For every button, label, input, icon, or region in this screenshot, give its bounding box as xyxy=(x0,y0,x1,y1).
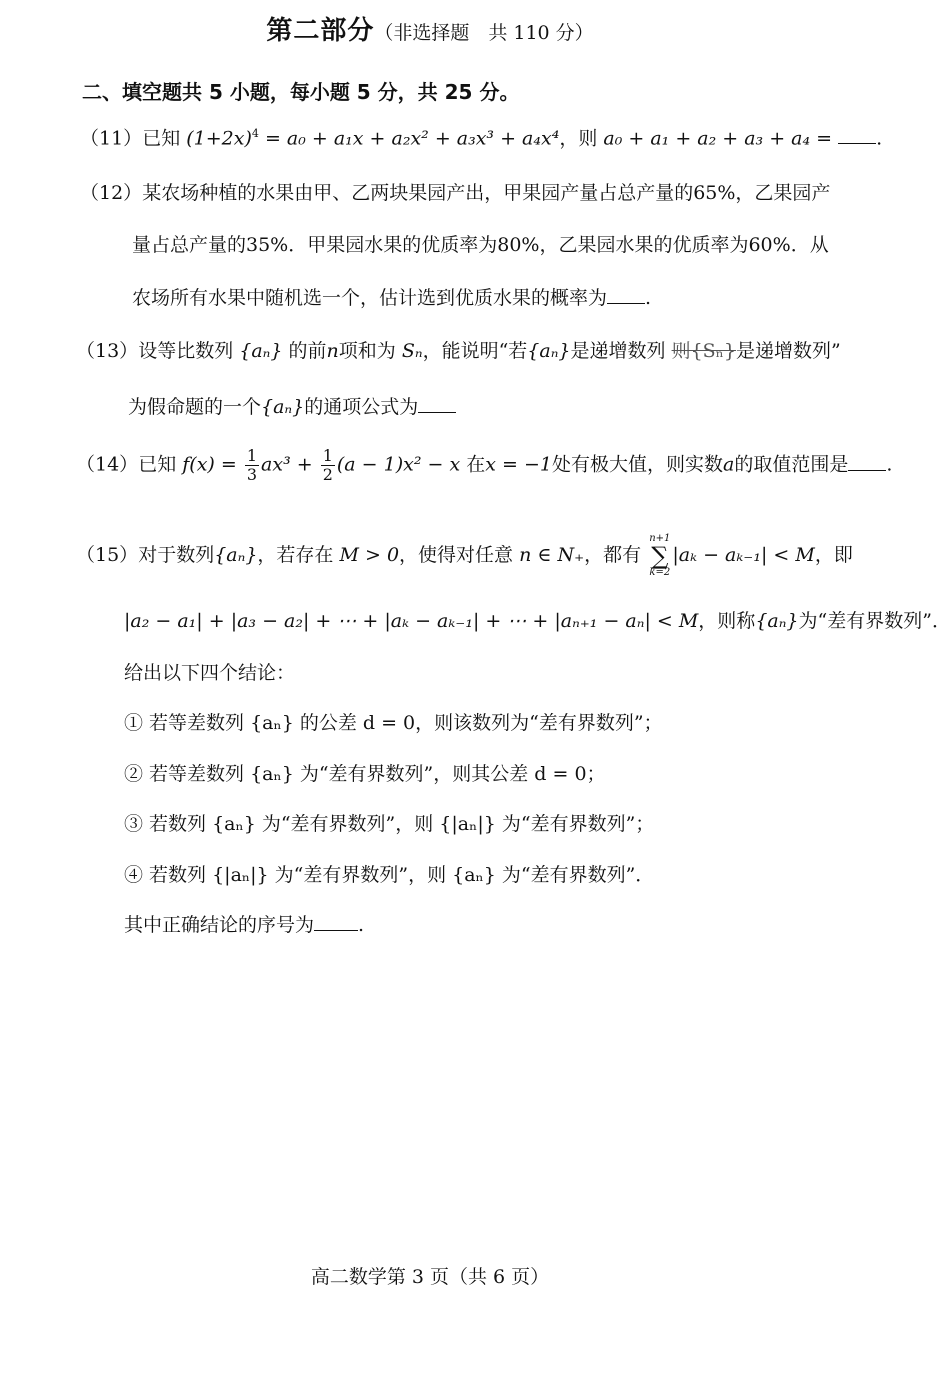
q14-f1-num: 1 xyxy=(246,446,258,465)
q13-text-1f: 是递增数列” xyxy=(735,340,841,362)
q13-answer-blank[interactable] xyxy=(418,398,456,413)
q15-number: （15） xyxy=(76,544,139,566)
q15-text-2c: 为“差有界数列”． xyxy=(798,610,951,632)
q15-nin: n ∈ N₊ xyxy=(519,544,585,566)
q14-text-c: 处有极大值，则实数 xyxy=(551,453,723,476)
part-subtitle: （非选择题 共 110 分） xyxy=(374,22,594,44)
question-12-line1 xyxy=(80,184,830,203)
q13-crossed-text: 则{Sₙ} xyxy=(671,340,736,362)
q15-conclusion-2: ② 若等差数列 {aₙ} 为“差有界数列”，则其公差 d = 0； xyxy=(124,763,606,785)
q13-text-2a: 为假命题的一个 xyxy=(128,396,262,418)
q13-text-1d: ，能说明“若 xyxy=(422,340,528,362)
q11-exponent: 4 xyxy=(251,127,259,140)
q15-sum-bottom: k=2 xyxy=(649,567,671,578)
q15-text-2b: ，则称 xyxy=(698,610,756,632)
q15-seq: {aₙ} xyxy=(214,544,258,566)
q15-given: 给出以下四个结论： xyxy=(124,662,296,684)
page-footer: 高二数学第 3 页（共 6 页） xyxy=(310,1266,550,1288)
q15-answer-text: 其中正确结论的序号为 xyxy=(124,914,315,936)
q12-answer-blank[interactable] xyxy=(607,289,645,304)
q14-answer-blank[interactable] xyxy=(848,456,886,471)
q11-formula-left: (1+2x) xyxy=(186,127,252,150)
question-13-line2 xyxy=(128,398,456,417)
q13-number: （13） xyxy=(76,340,139,362)
q15-sum-top: n+1 xyxy=(649,533,671,544)
q15-m: M > 0 xyxy=(339,544,400,566)
q15-sum-body: |aₖ − aₖ₋₁| < M xyxy=(672,544,815,566)
q12-text-1: 某农场种植的水果由甲、乙两块果园产出，甲果园产量占总产量的65%，乙果园产 xyxy=(142,182,831,204)
question-15-line1 xyxy=(76,534,853,578)
q15-seq-2: {aₙ} xyxy=(755,610,799,632)
q14-fx: f(x) = xyxy=(182,453,237,476)
q15-inequality: |a₂ − a₁| + |a₃ − a₂| + ⋯ + |aₖ − aₖ₋₁| + ⋯ + |aₙ₊₁ − aₙ| < M xyxy=(124,610,699,632)
q14-text-a: 已知 xyxy=(138,453,177,476)
q14-text-d: 的取值范围是 xyxy=(734,453,849,476)
q14-part-2: (a − 1)x² − x xyxy=(336,453,461,476)
question-11: （11）已知 $(1+2x)^4 = a_0 + a_1x + a_2x^2 + a_3x^3 + a_4x^4$，则 a₀ + a₁ + a₂ + a₃ + a₄ = . xyxy=(80,127,883,150)
q15-conclusion-3: ③ 若数列 {aₙ} 为“差有界数列”，则 {|aₙ|} 为“差有界数列”； xyxy=(124,813,655,835)
q11-formula-right: = a₀ + a₁x + a₂x² + a₃x³ + a₄x⁴ xyxy=(264,127,560,150)
q13-text-2b: 的通项公式为 xyxy=(304,396,419,418)
q12-text-3: 农场所有水果中随机选一个，估计选到优质水果的概率为 xyxy=(132,287,608,309)
q14-fraction-2 xyxy=(321,448,335,483)
q14-f1-den: 3 xyxy=(246,465,258,484)
q13-seq-3: {aₙ} xyxy=(261,396,305,418)
q15-answer-blank[interactable] xyxy=(314,916,358,931)
q15-text-1b: ，若存在 xyxy=(257,544,334,566)
question-12-line3: 农场所有水果中随机选一个，估计选到优质水果的概率为 . xyxy=(132,287,652,309)
section-heading: 二、填空题共 5 小题，每小题 5 分，共 25 分。 xyxy=(82,80,520,104)
question-14: （14）已知 f(x) = $\frac{1}{3}$ ax³ + $\frac{1}{2}$ (a − 1)x² − x 在x = −1处有极大值，则实数a的取值范围是 . xyxy=(76,446,893,484)
q11-text-b: ，则 xyxy=(559,127,598,150)
q13-text-1a: 设等比数列 xyxy=(138,340,234,362)
q15-conclusion-4: ④ 若数列 {|aₙ|} 为“差有界数列”，则 {aₙ} 为“差有界数列”． xyxy=(124,864,655,886)
q13-n: n xyxy=(326,340,339,362)
q13-text-1b: 的前 xyxy=(288,340,327,362)
q15-text-1d: ，都有 xyxy=(584,544,642,566)
q14-fraction-1 xyxy=(245,448,259,483)
q13-seq-2: {aₙ} xyxy=(527,340,571,362)
q14-part-1: ax³ + xyxy=(261,453,313,476)
q14-number: （14） xyxy=(76,453,139,476)
q11-answer-blank[interactable] xyxy=(838,129,876,144)
q15-conclusion-1: ① 若等差数列 {aₙ} 的公差 d = 0，则该数列为“差有界数列”； xyxy=(124,712,663,734)
q14-text-b: 在 xyxy=(466,453,486,476)
q13-seq: {aₙ} xyxy=(239,340,283,362)
q13-text-1e: 是递增数列 xyxy=(570,340,666,362)
q14-f2-den: 2 xyxy=(322,465,333,484)
question-15-line2 xyxy=(124,612,951,631)
page-title xyxy=(0,10,860,47)
part-title: 第二部分 xyxy=(266,16,375,46)
q11-sum: a₀ + a₁ + a₂ + a₃ + a₄ = xyxy=(603,127,833,150)
q15-sigma: ∑ xyxy=(651,542,669,570)
q14-xval: x = −1 xyxy=(485,453,552,476)
q15-text-1c: ，使得对任意 xyxy=(399,544,514,566)
q14-a: a xyxy=(723,453,735,476)
q13-sn: Sₙ xyxy=(401,340,423,362)
question-13-line1 xyxy=(76,342,841,361)
q11-number: （11） xyxy=(80,127,143,150)
question-12-line2: 量占总产量的35%．甲果园水果的优质率为80%，乙果园水果的优质率为60%．从 xyxy=(132,234,829,256)
q15-answer-line: 其中正确结论的序号为 . xyxy=(124,914,365,936)
q13-text-1c: 项和为 xyxy=(338,340,396,362)
q15-text-1a: 对于数列 xyxy=(138,544,215,566)
q11-text-a: 已知 xyxy=(142,127,181,150)
q15-summation xyxy=(649,534,670,578)
q12-number: （12） xyxy=(80,182,143,204)
q15-text-1e: ，即 xyxy=(814,544,853,566)
q14-f2-num: 1 xyxy=(322,446,333,465)
